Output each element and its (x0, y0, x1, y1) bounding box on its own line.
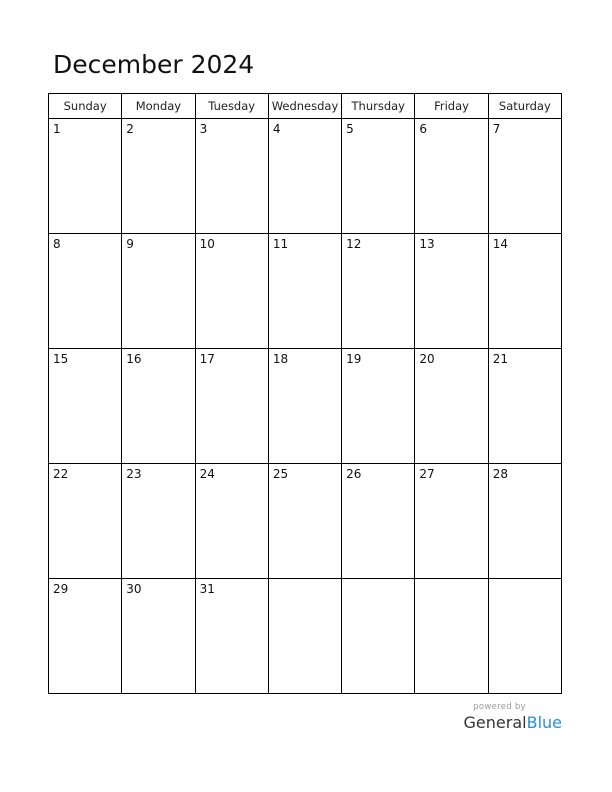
day-cell (488, 234, 561, 349)
brand-name-part2: Blue (526, 713, 562, 732)
day-cell (49, 119, 122, 234)
day-number: 20 (419, 352, 435, 366)
week-row (49, 579, 562, 694)
day-number: 2 (126, 122, 134, 136)
weekday-header: Friday (415, 94, 488, 119)
day-cell (122, 349, 195, 464)
day-number (342, 579, 414, 582)
day-cell (268, 119, 341, 234)
day-cell (195, 234, 268, 349)
day-number: 29 (53, 582, 69, 596)
day-number: 18 (272, 352, 289, 366)
day-cell (122, 119, 195, 234)
day-cell (488, 119, 561, 234)
weekday-header: Wednesday (268, 94, 341, 119)
weekday-header: Sunday (49, 94, 122, 119)
day-number: 15 (53, 352, 69, 366)
week-row (49, 119, 562, 234)
weekday-header: Saturday (488, 94, 561, 119)
brand-name-part1: General (463, 713, 527, 732)
day-number: 22 (53, 467, 69, 481)
day-number: 31 (199, 582, 215, 596)
day-number: 24 (199, 467, 215, 481)
day-cell (195, 349, 268, 464)
day-cell (342, 579, 415, 694)
day-number: 1 (53, 122, 61, 136)
day-cell (342, 464, 415, 579)
day-number: 28 (492, 467, 508, 481)
day-number: 27 (419, 467, 435, 481)
day-cell (268, 234, 341, 349)
day-number: 5 (346, 122, 354, 136)
day-cell (268, 579, 341, 694)
day-number: 21 (492, 352, 508, 366)
brand-logo (464, 713, 562, 732)
day-number (489, 579, 561, 582)
day-number (269, 579, 341, 582)
day-cell (415, 234, 488, 349)
day-cell (195, 579, 268, 694)
day-cell (415, 464, 488, 579)
day-cell (195, 119, 268, 234)
powered-by-text: powered by (473, 702, 526, 712)
day-cell (49, 464, 122, 579)
day-number: 19 (346, 352, 362, 366)
day-number: 30 (126, 582, 142, 596)
day-cell (49, 234, 122, 349)
day-number: 16 (126, 352, 142, 366)
week-row (49, 464, 562, 579)
day-cell (415, 579, 488, 694)
day-cell (342, 119, 415, 234)
day-number: 13 (419, 237, 435, 251)
day-number: 26 (346, 467, 362, 481)
day-cell (488, 579, 561, 694)
day-number: 11 (272, 237, 289, 251)
day-number (415, 579, 487, 582)
day-number: 10 (199, 237, 215, 251)
day-cell (195, 464, 268, 579)
brand-footer (464, 702, 562, 732)
day-cell (49, 349, 122, 464)
day-cell (342, 234, 415, 349)
day-cell (488, 349, 561, 464)
week-row (49, 349, 562, 464)
day-number: 17 (199, 352, 215, 366)
day-number: 7 (492, 122, 501, 136)
weekday-header: Tuesday (195, 94, 268, 119)
week-row (49, 234, 562, 349)
day-number: 23 (126, 467, 142, 481)
day-number: 14 (492, 237, 508, 251)
day-cell (268, 464, 341, 579)
day-number: 9 (126, 237, 134, 251)
day-number: 6 (419, 122, 428, 136)
day-number: 25 (272, 467, 289, 481)
day-number: 4 (272, 122, 281, 136)
calendar-grid (48, 93, 562, 694)
day-number: 12 (346, 237, 362, 251)
calendar-title: December 2024 (53, 50, 255, 79)
weekday-header: Monday (122, 94, 195, 119)
day-cell (342, 349, 415, 464)
day-cell (122, 234, 195, 349)
day-cell (415, 119, 488, 234)
day-cell (488, 464, 561, 579)
weekday-header-row (49, 94, 562, 119)
day-cell (122, 464, 195, 579)
day-cell (415, 349, 488, 464)
day-cell (122, 579, 195, 694)
day-cell (49, 579, 122, 694)
day-cell (268, 349, 341, 464)
weekday-header: Thursday (342, 94, 415, 119)
day-number: 8 (53, 237, 61, 251)
day-number: 3 (199, 122, 208, 136)
